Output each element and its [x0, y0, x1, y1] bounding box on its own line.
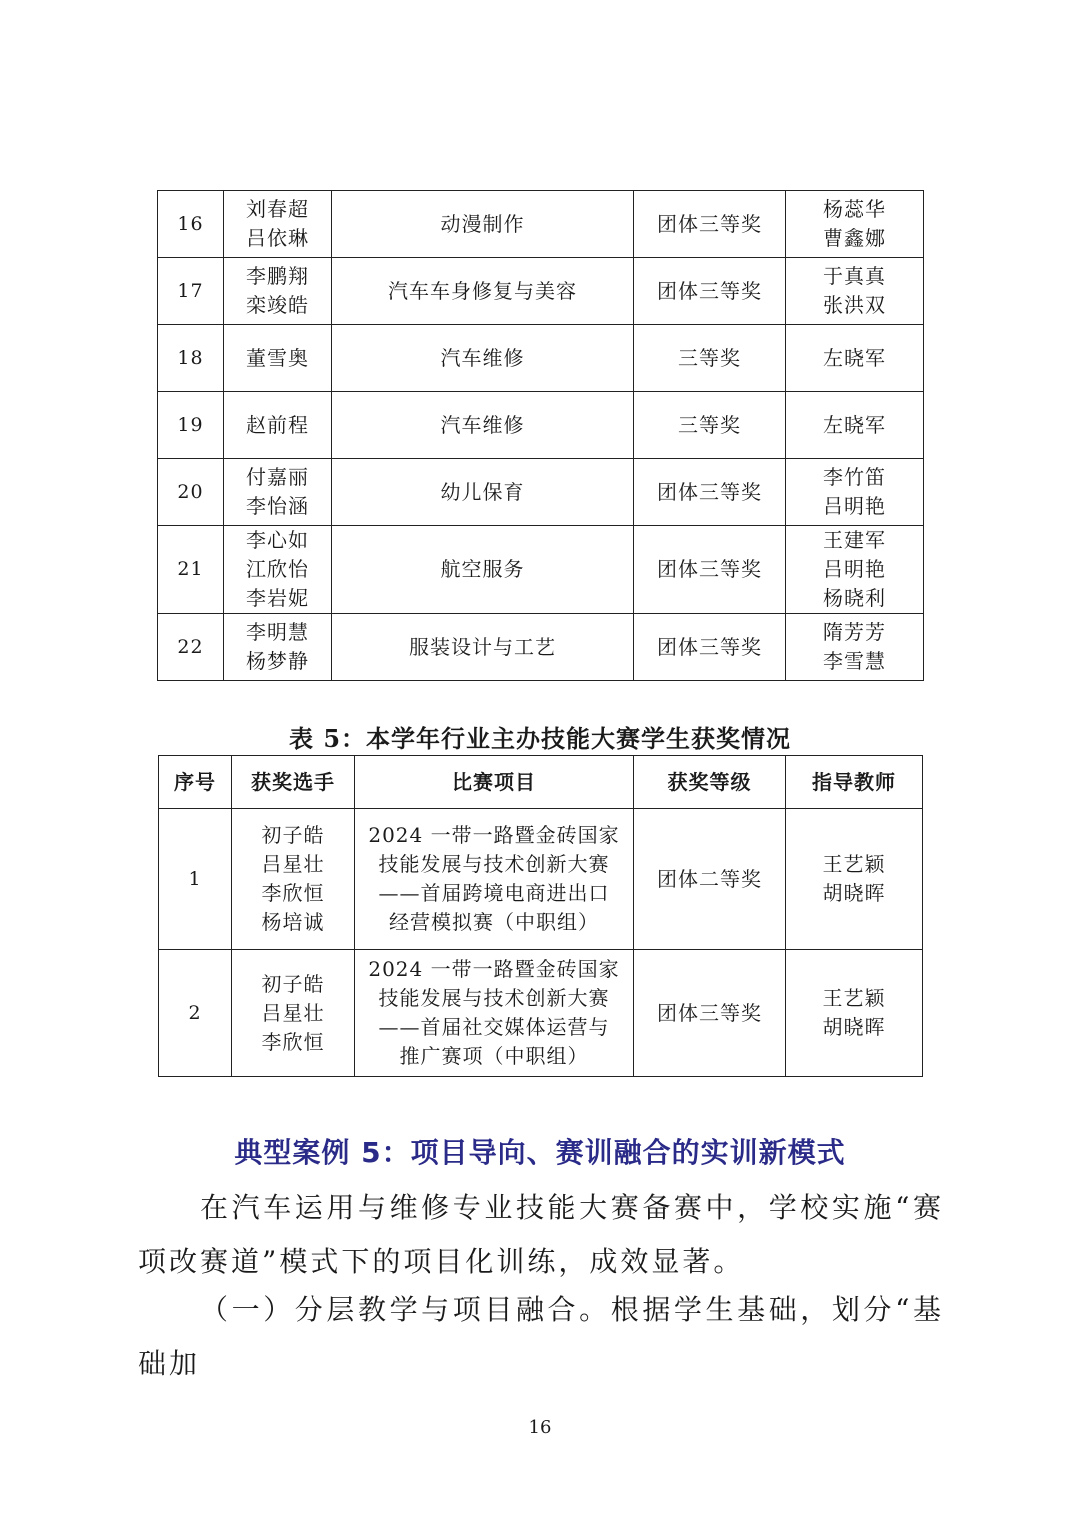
contestant-names — [224, 258, 332, 325]
teacher-names — [786, 325, 924, 392]
table-row — [159, 809, 923, 950]
table-row — [158, 258, 924, 325]
teacher-names-line: 张洪双 — [823, 293, 886, 317]
contestant-names-line: 吕星壮 — [261, 1000, 325, 1025]
contestant-names-line: 吕依琳 — [246, 226, 309, 250]
industry-awards-table — [158, 755, 923, 1077]
contestant-names-line: 付嘉丽 — [246, 465, 309, 489]
table-header-row — [159, 756, 923, 809]
contestant-names — [224, 191, 332, 258]
award-level: 团体三等奖 — [634, 258, 786, 325]
teacher-names — [786, 526, 924, 614]
header-award: 获奖等级 — [634, 756, 786, 809]
event-name: 服装设计与工艺 — [332, 614, 634, 681]
contestant-names-line: 刘春超 — [246, 197, 309, 221]
event-name: 动漫制作 — [332, 191, 634, 258]
award-level: 团体三等奖 — [634, 614, 786, 681]
table-row — [158, 526, 924, 614]
award-level: 团体三等奖 — [634, 191, 786, 258]
row-number: 1 — [159, 809, 232, 950]
event-name: 幼儿保育 — [332, 459, 634, 526]
award-level: 三等奖 — [634, 325, 786, 392]
teacher-names-line: 胡晓晖 — [822, 881, 886, 905]
row-number: 21 — [158, 526, 224, 614]
award-level: 三等奖 — [634, 392, 786, 459]
teacher-names — [786, 191, 924, 258]
contestant-names-line: 李明慧 — [246, 620, 309, 644]
event-name — [355, 950, 634, 1077]
teacher-names — [786, 809, 923, 950]
teacher-names-line: 左晓军 — [823, 345, 886, 370]
event-name: 汽车维修 — [332, 325, 634, 392]
event-name-line: 经营模拟赛（中职组） — [389, 910, 599, 934]
teacher-names-line: 吕明艳 — [823, 494, 886, 518]
award-level: 团体二等奖 — [634, 809, 786, 950]
teacher-names-line: 曹鑫娜 — [823, 226, 886, 250]
event-name: 航空服务 — [332, 526, 634, 614]
teacher-names-line: 王建军 — [823, 528, 886, 552]
teacher-names — [786, 950, 923, 1077]
contestant-names-line: 李心如 — [246, 528, 309, 552]
row-number: 18 — [158, 325, 224, 392]
table5-caption: 表 5：本学年行业主办技能大赛学生获奖情况 — [288, 724, 792, 753]
table-row — [159, 950, 923, 1077]
row-number: 17 — [158, 258, 224, 325]
teacher-names — [786, 258, 924, 325]
teacher-names-line: 李雪慧 — [823, 649, 886, 673]
table-row — [158, 392, 924, 459]
row-number: 22 — [158, 614, 224, 681]
teacher-names — [786, 392, 924, 459]
event-name-line: 2024 一带一路暨金砖国家 — [368, 957, 620, 981]
contestant-names-line: 李岩妮 — [246, 586, 309, 610]
event-name-line: ——首届跨境电商进出口 — [378, 881, 610, 905]
row-number: 2 — [159, 950, 232, 1077]
contestant-names-line: 江欣怡 — [246, 557, 309, 581]
contestant-names-line: 李欣恒 — [261, 881, 325, 905]
event-name-line: 2024 一带一路暨金砖国家 — [368, 823, 620, 847]
contestant-names-line: 李欣恒 — [261, 1029, 325, 1054]
award-level: 团体三等奖 — [634, 950, 786, 1077]
event-name — [355, 809, 634, 950]
case-heading: 典型案例 5：项目导向、赛训融合的实训新模式 — [234, 1136, 846, 1169]
event-name-line: 技能发展与技术创新大赛 — [378, 986, 610, 1010]
contestant-names — [224, 526, 332, 614]
header-contestants: 获奖选手 — [232, 756, 355, 809]
teacher-names — [786, 459, 924, 526]
case-paragraph: （一）分层教学与项目融合。根据学生基础，划分“基础加 — [138, 1293, 944, 1380]
contestant-names-line: 初子皓 — [261, 971, 325, 996]
contestant-names-line: 李鹏翔 — [246, 264, 309, 288]
contestant-names-line: 李怡涵 — [246, 494, 309, 518]
awards-table-continued — [157, 190, 924, 681]
header-no: 序号 — [159, 756, 232, 809]
contestant-names — [232, 950, 355, 1077]
teacher-names-line: 吕明艳 — [823, 557, 886, 581]
contestant-names-line: 吕星壮 — [261, 852, 325, 876]
contestant-names — [224, 325, 332, 392]
row-number: 16 — [158, 191, 224, 258]
table-row — [158, 325, 924, 392]
event-name: 汽车车身修复与美容 — [332, 258, 634, 325]
teacher-names-line: 胡晓晖 — [822, 1015, 886, 1039]
teacher-names — [786, 614, 924, 681]
teacher-names-line: 杨晓利 — [823, 586, 886, 610]
contestant-names — [232, 809, 355, 950]
row-number: 19 — [158, 392, 224, 459]
table-row — [158, 459, 924, 526]
contestant-names-line: 杨培诚 — [261, 910, 325, 934]
teacher-names-line: 王艺颖 — [822, 986, 886, 1010]
contestant-names-line: 董雪奥 — [246, 345, 309, 370]
award-level: 团体三等奖 — [634, 459, 786, 526]
contestant-names-line: 初子皓 — [261, 823, 325, 847]
contestant-names — [224, 392, 332, 459]
contestant-names — [224, 459, 332, 526]
award-level: 团体三等奖 — [634, 526, 786, 614]
event-name-line: 推广赛项（中职组） — [399, 1044, 589, 1068]
event-name-line: 技能发展与技术创新大赛 — [378, 852, 610, 876]
table-row — [158, 614, 924, 681]
header-teachers: 指导教师 — [786, 756, 923, 809]
teacher-names-line: 王艺颖 — [822, 852, 886, 876]
row-number: 20 — [158, 459, 224, 526]
case-paragraph: 在汽车运用与维修专业技能大赛备赛中，学校实施“赛项改赛道”模式下的项目化训练，成效显著。 — [138, 1191, 944, 1278]
contestant-names — [224, 614, 332, 681]
header-event: 比赛项目 — [355, 756, 634, 809]
teacher-names-line: 左晓军 — [823, 412, 886, 437]
teacher-names-line: 李竹笛 — [823, 465, 886, 489]
teacher-names-line: 隋芳芳 — [823, 620, 886, 644]
teacher-names-line: 杨蕊华 — [823, 197, 886, 221]
event-name: 汽车维修 — [332, 392, 634, 459]
contestant-names-line: 杨梦静 — [246, 649, 309, 673]
contestant-names-line: 赵前程 — [246, 412, 309, 437]
teacher-names-line: 于真真 — [823, 264, 886, 288]
event-name-line: ——首届社交媒体运营与 — [378, 1015, 610, 1039]
table-row — [158, 191, 924, 258]
page-number: 16 — [528, 1417, 552, 1438]
contestant-names-line: 栾竣皓 — [246, 293, 309, 317]
